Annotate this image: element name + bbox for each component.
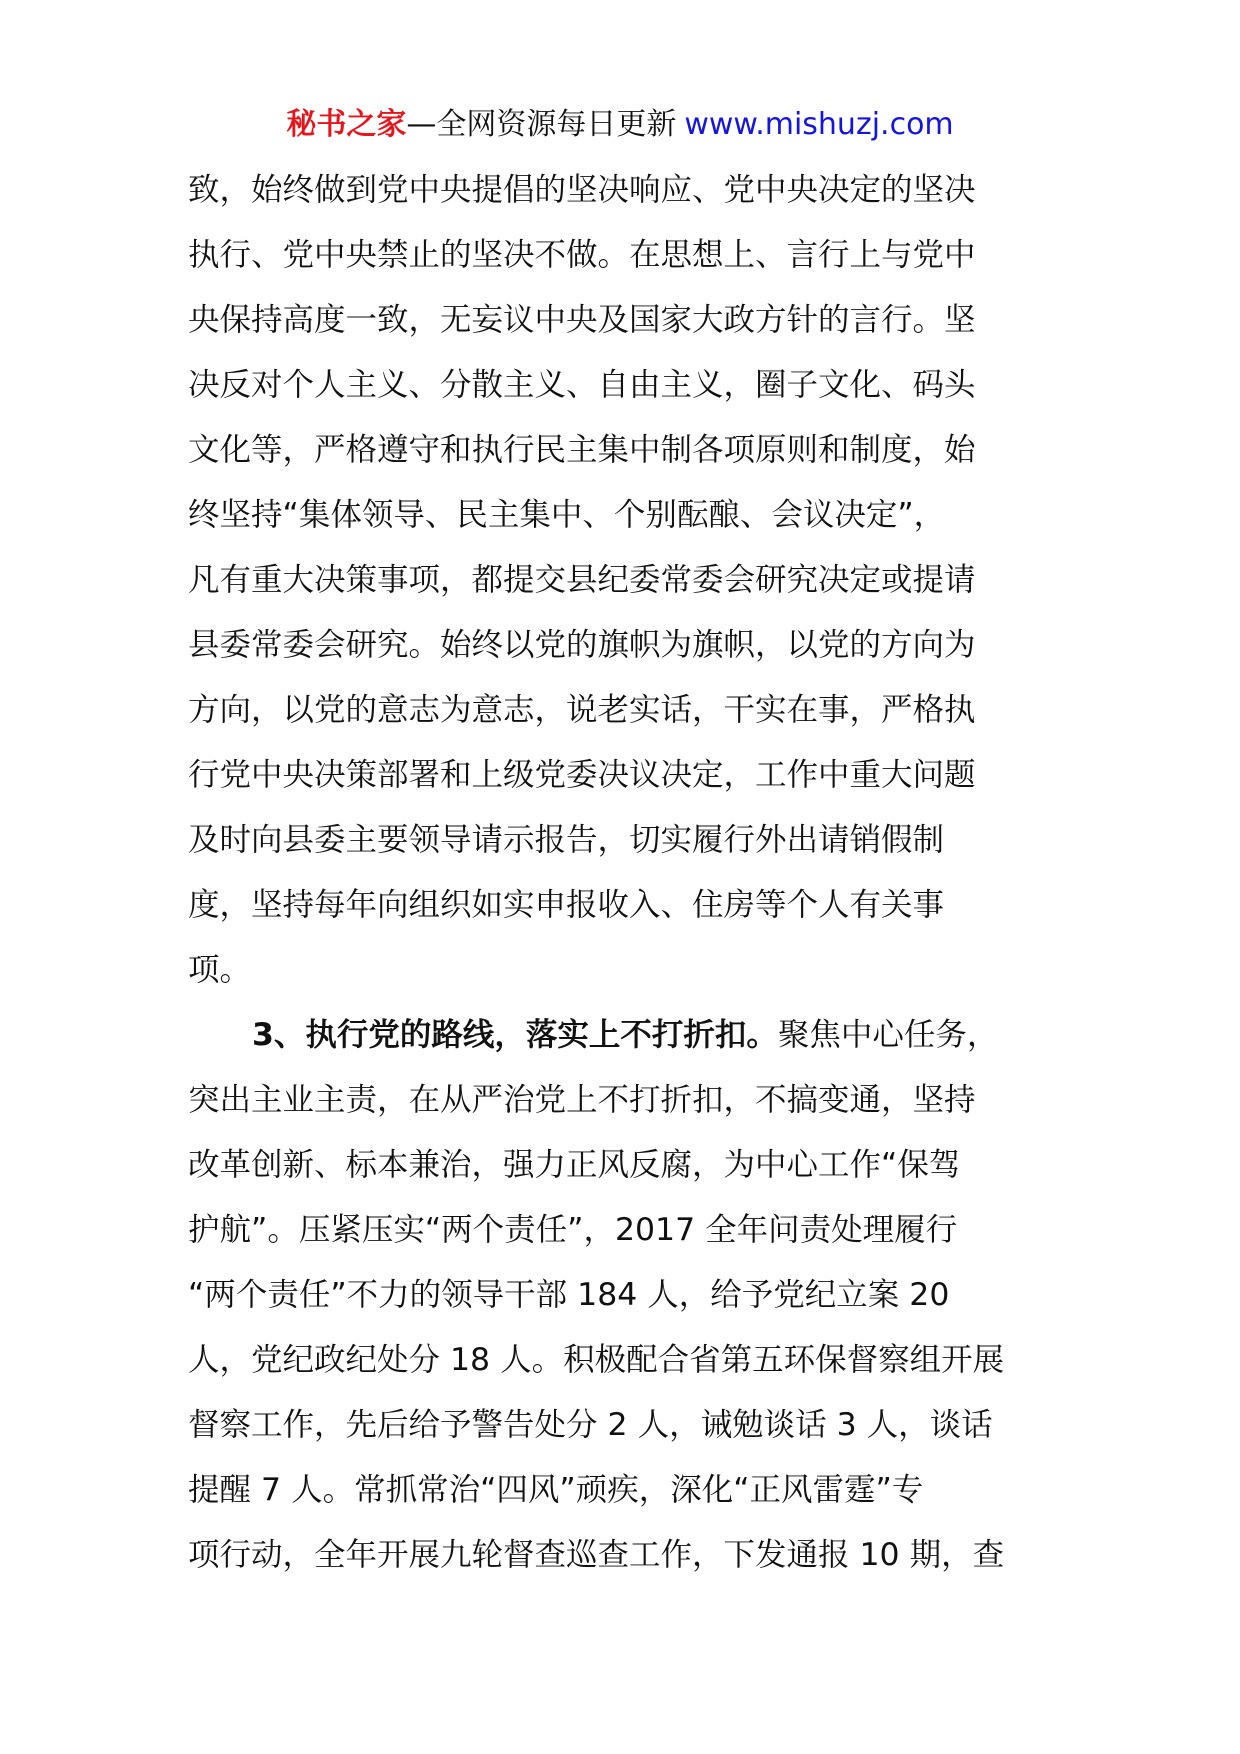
paragraph-continued xyxy=(188,158,1068,1003)
section-heading-rest: 聚焦中心任务， xyxy=(777,1017,999,1053)
text-line: 突出主业主责，在从严治党上不打折扣，不搞变通，坚持 xyxy=(188,1082,976,1118)
document-body xyxy=(188,158,1068,1588)
text-line: 提醒 7 人。常抓常治“四风”顽疾，深化“正风雷霆”专 xyxy=(188,1472,924,1508)
text-line: 文化等，严格遵守和执行民主集中制各项原则和制度，始 xyxy=(188,432,976,468)
text-line: 人，党纪政纪处分 18 人。积极配合省第五环保督察组开展 xyxy=(188,1342,1005,1378)
header-url[interactable]: www.mishuzj.com xyxy=(684,107,954,142)
text-line: 决反对个人主义、分散主义、自由主义，圈子文化、码头 xyxy=(188,367,976,403)
section-first-line xyxy=(188,1003,1068,1068)
text-line: 致，始终做到党中央提倡的坚决响应、党中央决定的坚决 xyxy=(188,172,976,208)
text-line: 督察工作，先后给予警告处分 2 人，诫勉谈话 3 人，谈话 xyxy=(188,1407,993,1443)
paragraph-section-3 xyxy=(188,1003,1068,1588)
text-line: 度，坚持每年向组织如实申报收入、住房等个人有关事 xyxy=(188,887,945,923)
page-header xyxy=(0,100,1240,150)
text-line: 方向，以党的意志为意志，说老实话，干实在事，严格执 xyxy=(188,692,976,728)
section-heading: 3、执行党的路线，落实上不打折扣。 xyxy=(252,1017,778,1053)
text-line: “两个责任”不力的领导干部 184 人，给予党纪立案 20 xyxy=(188,1277,950,1313)
text-line: 终坚持“集体领导、民主集中、个别酝酿、会议决定”， xyxy=(188,497,946,533)
brand-name: 秘书之家 xyxy=(286,107,407,142)
text-line: 县委常委会研究。始终以党的旗帜为旗帜，以党的方向为 xyxy=(188,627,976,663)
header-tagline: —全网资源每日更新 xyxy=(406,107,677,142)
text-line: 央保持高度一致，无妄议中央及国家大政方针的言行。坚 xyxy=(188,302,976,338)
text-line: 项行动，全年开展九轮督查巡查工作，下发通报 10 期，查 xyxy=(188,1537,1005,1573)
text-line: 行党中央决策部署和上级党委决议决定，工作中重大问题 xyxy=(188,757,976,793)
text-line: 及时向县委主要领导请示报告，切实履行外出请销假制 xyxy=(188,822,945,858)
text-line: 护航”。压紧压实“两个责任”，2017 全年问责处理履行 xyxy=(188,1212,958,1248)
text-line: 项。 xyxy=(188,952,252,988)
text-line: 执行、党中央禁止的坚决不做。在思想上、言行上与党中 xyxy=(188,237,976,273)
text-line: 凡有重大决策事项，都提交县纪委常委会研究决定或提请 xyxy=(188,562,976,598)
text-line: 改革创新、标本兼治，强力正风反腐，为中心工作“保驾 xyxy=(188,1147,961,1183)
